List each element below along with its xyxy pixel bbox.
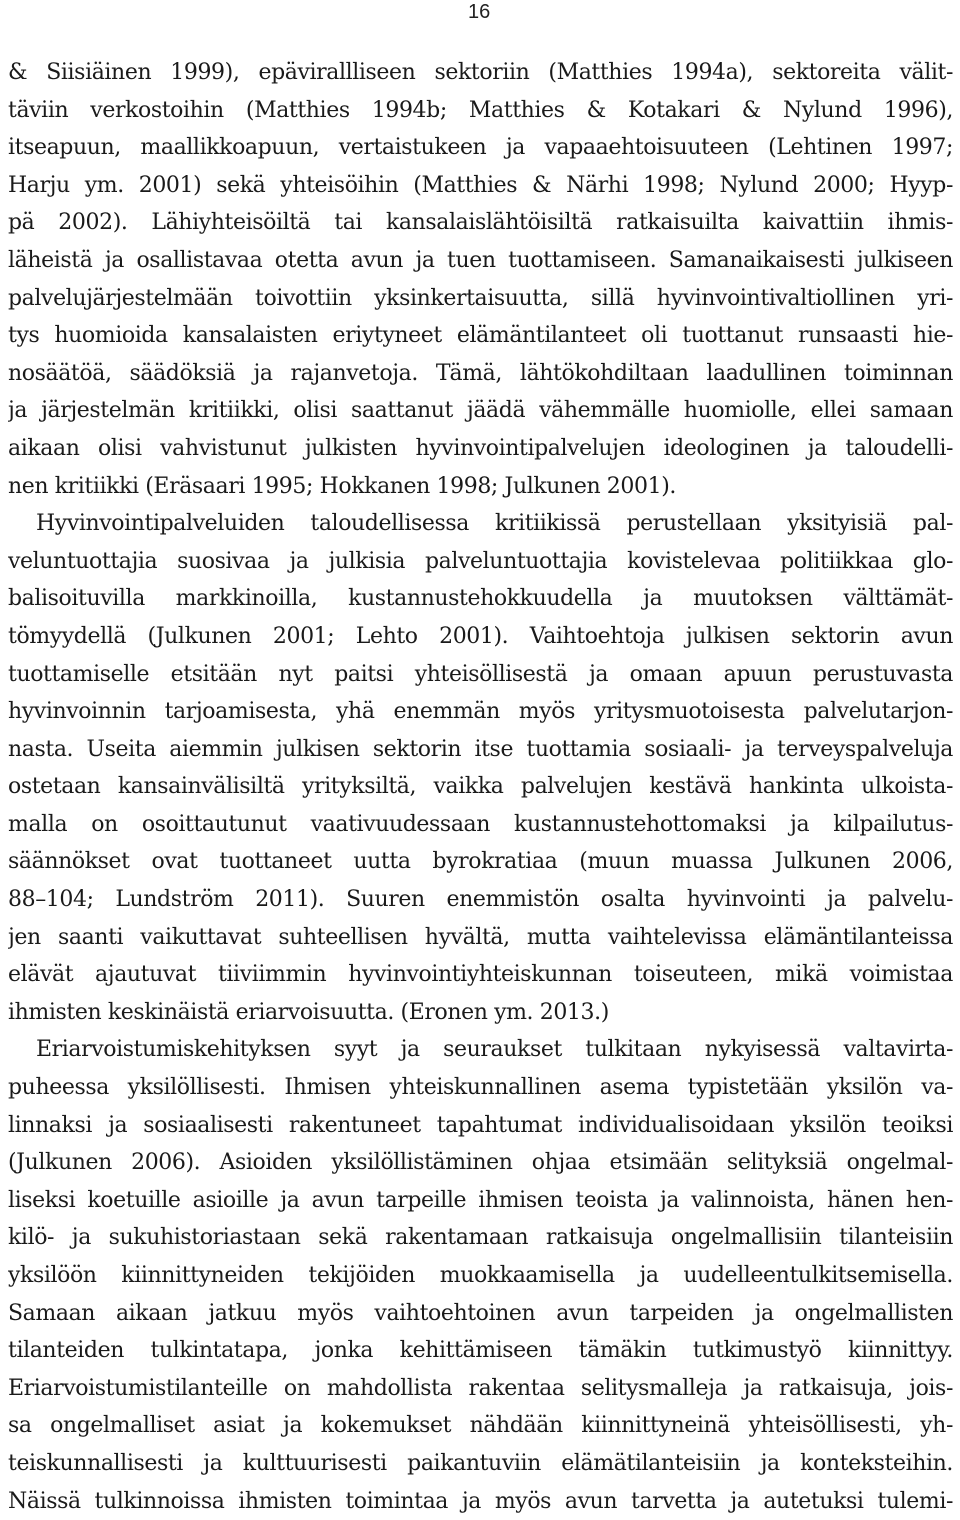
text-line: balisoituvilla markkinoilla, kustannustehokkuudella ja muutoksen välttämät-: [8, 586, 953, 612]
text-line: läheistä ja osallistavaa otetta avun ja tuen tuottamiseen. Samanaikaisesti julkiseen: [8, 247, 953, 273]
text-line: (Julkunen 2006). Asioiden yksilöllistäminen ohjaa etsimään selityksiä ongelmal-: [8, 1150, 953, 1176]
text-line: Samaan aikaan jatkuu myös vaihtoehtoinen avun tarpeiden ja ongelmallisten: [8, 1300, 953, 1326]
text-line: kilö- ja sukuhistoriastaan sekä rakentamaan ratkaisuja ongelmallisiin tilanteisiin: [8, 1225, 953, 1251]
text-line: yksilöön kiinnittyneiden tekijöiden muokkaamisella ja uudelleentulkitsemisella.: [8, 1263, 953, 1288]
text-line: teiskunnallisesti ja kulttuurisesti paikantuviin elämätilanteisiin ja konteksteihin.: [8, 1450, 953, 1476]
text-line: tilanteiden tulkintatapa, jonka kehittämiseen tämäkin tutkimustyö kiinnittyy.: [8, 1338, 953, 1364]
text-line: 88–104; Lundström 2011). Suuren enemmistön osalta hyvinvointi ja palvelu-: [8, 887, 953, 913]
text-line: täviin verkostoihin (Matthies 1994b; Matthies & Kotakari & Nylund 1996),: [8, 97, 953, 123]
body-text: [8, 54, 953, 1520]
text-line: hyvinvoinnin tarjoamisesta, yhä enemmän myös yritysmuotoisesta palvelutarjon-: [8, 699, 953, 725]
text-line: puheessa yksilöllisesti. Ihmisen yhteiskunnallinen asema typistetään yksilön va-: [8, 1075, 953, 1101]
text-line: pä 2002). Lähiyhteisöiltä tai kansalaislähtöisiltä ratkaisuilta kaivattiin ihmis-: [8, 210, 953, 236]
text-line: palvelujärjestelmään toivottiin yksinkertaisuutta, sillä hyvinvointivaltiollinen yri-: [8, 285, 953, 311]
text-line: sa ongelmalliset asiat ja kokemukset nähdään kiinnittyneinä yhteisöllisesti, yh-: [8, 1413, 953, 1439]
text-line: nen kritiikki (Eräsaari 1995; Hokkanen 1998; Julkunen 2001).: [8, 473, 676, 499]
text-line: ihmisten keskinäistä eriarvoisuutta. (Eronen ym. 2013.): [8, 999, 609, 1025]
text-line: Harju ym. 2001) sekä yhteisöihin (Matthies & Närhi 1998; Nylund 2000; Hyyp-: [8, 172, 953, 198]
text-line: tys huomioida kansalaisten eriytyneet elämäntilanteet oli tuottanut runsaasti hie-: [8, 323, 953, 349]
text-line: aikaan olisi vahvistunut julkisten hyvinvointipalvelujen ideologinen ja taloudelli-: [8, 435, 953, 461]
text-line: elävät ajautuvat tiiviimmin hyvinvointiyhteiskunnan toiseuteen, mikä voimistaa: [8, 962, 953, 988]
text-line: Eriarvoistumistilanteille on mahdollista rakentaa selitysmalleja ja ratkaisuja, jois-: [8, 1375, 953, 1401]
text-line: itseapuun, maallikkoapuun, vertaistukeen ja vapaaehtoisuuteen (Lehtinen 1997;: [8, 135, 953, 161]
text-line: ostetaan kansainvälisiltä yrityksiltä, vaikka palvelujen kestävä hankinta ulkoista-: [8, 774, 953, 800]
text-line: Hyvinvointipalveluiden taloudellisessa kritiikissä perustellaan yksityisiä pal-: [36, 511, 953, 537]
text-line: malla on osoittautunut vaativuudessaan kustannustehottomaksi ja kilpailutus-: [8, 811, 953, 837]
text-line: tuottamiselle etsitään nyt paitsi yhteisöllisestä ja omaan apuun perustuvasta: [8, 661, 953, 687]
text-line: Näissä tulkinnoissa ihmisten toimintaa ja myös avun tarvetta ja autetuksi tulemi-: [8, 1488, 953, 1514]
text-line: tömyydellä (Julkunen 2001; Lehto 2001). Vaihtoehtoja julkisen sektorin avun: [8, 623, 953, 649]
text-line: linnaksi ja sosiaalisesti rakentuneet tapahtumat individualisoidaan yksilön teoiksi: [8, 1112, 953, 1138]
text-line: Eriarvoistumiskehityksen syyt ja seuraukset tulkitaan nykyisessä valtavirta-: [36, 1037, 953, 1063]
text-line: jen saanti vaikuttavat suhteellisen hyvältä, mutta vaihtelevissa elämäntilanteissa: [8, 924, 953, 950]
page-number: 16: [468, 1, 491, 23]
text-line: ja järjestelmän kritiikki, olisi saattanut jäädä vähemmälle huomiolle, ellei samaan: [8, 398, 953, 424]
text-line: säännökset ovat tuottaneet uutta byrokratiaa (muun muassa Julkunen 2006,: [8, 849, 953, 875]
text-line: & Siisiäinen 1999), epävirallliseen sektoriin (Matthies 1994a), sektoreita välit-: [8, 60, 953, 85]
text-line: nasta. Useita aiemmin julkisen sektorin itse tuottamia sosiaali- ja terveyspalveluja: [8, 736, 953, 762]
text-line: veluntuottajia suosivaa ja julkisia palveluntuottajia kovistelevaa politiikkaa glo-: [8, 548, 953, 574]
text-line: nosäätöä, säädöksiä ja rajanvetoja. Tämä, lähtökohdiltaan laadullinen toiminnan: [8, 360, 953, 386]
text-line: liseksi koetuille asioille ja avun tarpeille ihmisen teoista ja valinnoista, hänen hen-: [8, 1187, 953, 1213]
